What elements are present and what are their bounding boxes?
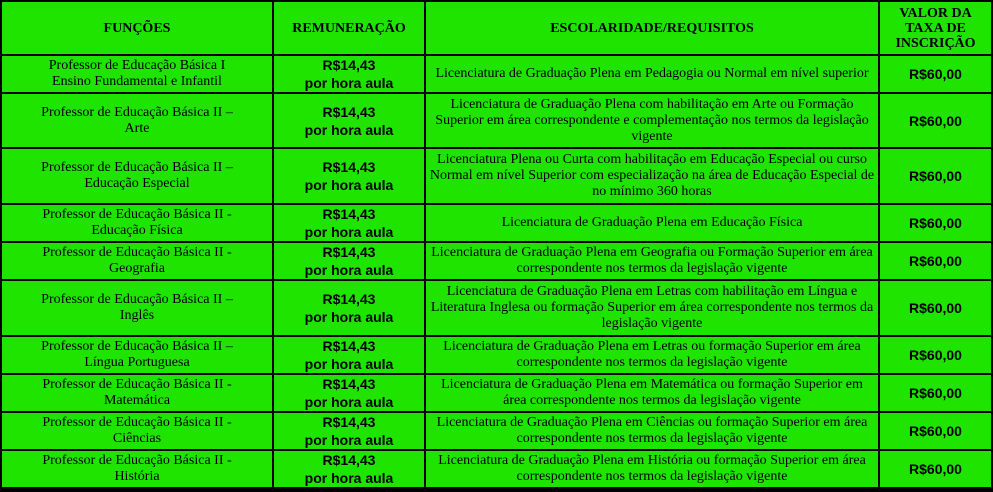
cell-taxa: R$60,00	[880, 149, 991, 203]
funcao-line-2: Matemática	[103, 393, 171, 408]
funcao-line-1: Professor de Educação Básica II -	[42, 377, 232, 392]
remuneracao-unidade: por hora aula	[304, 224, 394, 240]
table-row	[2, 413, 991, 449]
cell-remuneracao	[274, 205, 424, 241]
cell-requisitos: Licenciatura de Graduação Plena em Ciências ou formação Superior em área correspondente nos termos da legislação vigente	[426, 413, 878, 449]
table-row	[2, 56, 991, 92]
cell-taxa: R$60,00	[880, 205, 991, 241]
remuneracao-valor: R$14,43	[322, 244, 376, 260]
cell-remuneracao	[274, 337, 424, 373]
cell-funcao	[2, 149, 272, 203]
funcao-line-2: Língua Portuguesa	[84, 355, 190, 370]
funcao-line-2: Ciências	[112, 431, 162, 446]
header-funcoes: FUNÇÕES	[2, 2, 272, 54]
table-row	[2, 451, 991, 487]
cell-remuneracao	[274, 375, 424, 411]
funcao-line-2: Geografia	[109, 261, 165, 276]
remuneracao-valor: R$14,43	[322, 452, 376, 468]
remuneracao-unidade: por hora aula	[304, 432, 394, 448]
table-row	[2, 149, 991, 203]
funcao-line-2: Inglês	[119, 308, 155, 323]
cell-funcao	[2, 413, 272, 449]
remuneracao-unidade: por hora aula	[304, 470, 394, 486]
cell-requisitos: Licenciatura de Graduação Plena em Geografia ou Formação Superior em área correspondente nos termos da legislação vigente	[426, 243, 878, 279]
cell-funcao	[2, 451, 272, 487]
remuneracao-unidade: por hora aula	[304, 356, 394, 372]
cell-funcao	[2, 205, 272, 241]
cell-requisitos: Licenciatura de Graduação Plena com habilitação em Arte ou Formação Superior em área correspondente e complementação nos termos da legislação vigente	[426, 94, 878, 147]
header-escolaridade: ESCOLARIDADE/REQUISITOS	[426, 2, 878, 54]
table-row	[2, 205, 991, 241]
cell-requisitos: Licenciatura de Graduação Plena em Pedagogia ou Normal em nível superior	[426, 56, 878, 92]
cell-requisitos: Licenciatura Plena ou Curta com habilitação em Educação Especial ou curso Normal em nível Superior com especialização na área de Educação Especial de no mínimo 360 horas	[426, 149, 878, 203]
cell-taxa: R$60,00	[880, 243, 991, 279]
cell-requisitos: Licenciatura de Graduação Plena em Educação Física	[426, 205, 878, 241]
funcao-line-2: Arte	[124, 120, 150, 136]
remuneracao-unidade: por hora aula	[304, 75, 394, 91]
funcao-line-1: Professor de Educação Básica II -	[42, 245, 232, 260]
cell-requisitos: Licenciatura de Graduação Plena em História ou formação Superior em área correspondente nos termos da legislação vigente	[426, 451, 878, 487]
cell-remuneracao	[274, 281, 424, 335]
table-row	[2, 94, 991, 147]
remuneracao-valor: R$14,43	[322, 57, 376, 73]
cell-funcao	[2, 94, 272, 147]
funcao-line-2: Ensino Fundamental e Infantil	[52, 74, 222, 89]
cell-funcao	[2, 281, 272, 335]
remuneracao-unidade: por hora aula	[304, 309, 394, 325]
cell-requisitos: Licenciatura de Graduação Plena em Letras ou formação Superior em área correspondente nos termos da legislação vigente	[426, 337, 878, 373]
cell-taxa: R$60,00	[880, 413, 991, 449]
cell-taxa: R$60,00	[880, 94, 991, 147]
header-remuneracao: REMUNERAÇÃO	[274, 2, 424, 54]
table-row	[2, 243, 991, 279]
funcao-line-1: Professor de Educação Básica I	[48, 58, 226, 73]
header-taxa: VALOR DA TAXA DE INSCRIÇÃO	[880, 2, 991, 54]
funcao-line-1: Professor de Educação Básica II –	[41, 104, 233, 120]
funcao-line-1: Professor de Educação Básica II -	[42, 207, 232, 222]
funcao-line-2: Educação Física	[91, 223, 183, 238]
cell-taxa: R$60,00	[880, 56, 991, 92]
cell-taxa: R$60,00	[880, 451, 991, 487]
cell-requisitos: Licenciatura de Graduação Plena em Letras com habilitação em Língua e Literatura Inglesa ou formação Superior em área correspondente nos termos da legislação vigente	[426, 281, 878, 335]
remuneracao-valor: R$14,43	[322, 338, 376, 354]
funcao-line-2: Educação Especial	[84, 176, 190, 191]
remuneracao-valor: R$14,43	[322, 159, 376, 175]
cell-funcao	[2, 375, 272, 411]
cell-remuneracao	[274, 56, 424, 92]
cell-remuneracao	[274, 94, 424, 147]
remuneracao-valor: R$14,43	[322, 103, 376, 120]
funcao-line-1: Professor de Educação Básica II -	[42, 453, 232, 468]
cell-taxa: R$60,00	[880, 337, 991, 373]
funcao-line-1: Professor de Educação Básica II –	[41, 339, 233, 354]
funcao-line-2: História	[114, 469, 160, 484]
table-row	[2, 281, 991, 335]
table-row	[2, 375, 991, 411]
remuneracao-valor: R$14,43	[322, 206, 376, 222]
cell-funcao	[2, 337, 272, 373]
cell-remuneracao	[274, 149, 424, 203]
remuneracao-unidade: por hora aula	[304, 121, 394, 138]
cell-requisitos: Licenciatura de Graduação Plena em Matemática ou formação Superior em área correspondente nos termos da legislação vigente	[426, 375, 878, 411]
table-header-row	[2, 2, 991, 54]
funcao-line-1: Professor de Educação Básica II –	[41, 160, 233, 175]
remuneracao-unidade: por hora aula	[304, 394, 394, 410]
table-row	[2, 337, 991, 373]
cell-remuneracao	[274, 413, 424, 449]
funcao-line-1: Professor de Educação Básica II –	[41, 292, 233, 307]
table-body	[2, 56, 991, 487]
remuneracao-valor: R$14,43	[322, 291, 376, 307]
cell-taxa: R$60,00	[880, 375, 991, 411]
cell-funcao	[2, 243, 272, 279]
remuneracao-unidade: por hora aula	[304, 177, 394, 193]
cell-taxa: R$60,00	[880, 281, 991, 335]
cell-remuneracao	[274, 243, 424, 279]
cell-funcao	[2, 56, 272, 92]
remuneracao-valor: R$14,43	[322, 414, 376, 430]
remuneracao-unidade: por hora aula	[304, 262, 394, 278]
funcao-line-1: Professor de Educação Básica II -	[42, 415, 232, 430]
cell-remuneracao	[274, 451, 424, 487]
remuneracao-valor: R$14,43	[322, 376, 376, 392]
